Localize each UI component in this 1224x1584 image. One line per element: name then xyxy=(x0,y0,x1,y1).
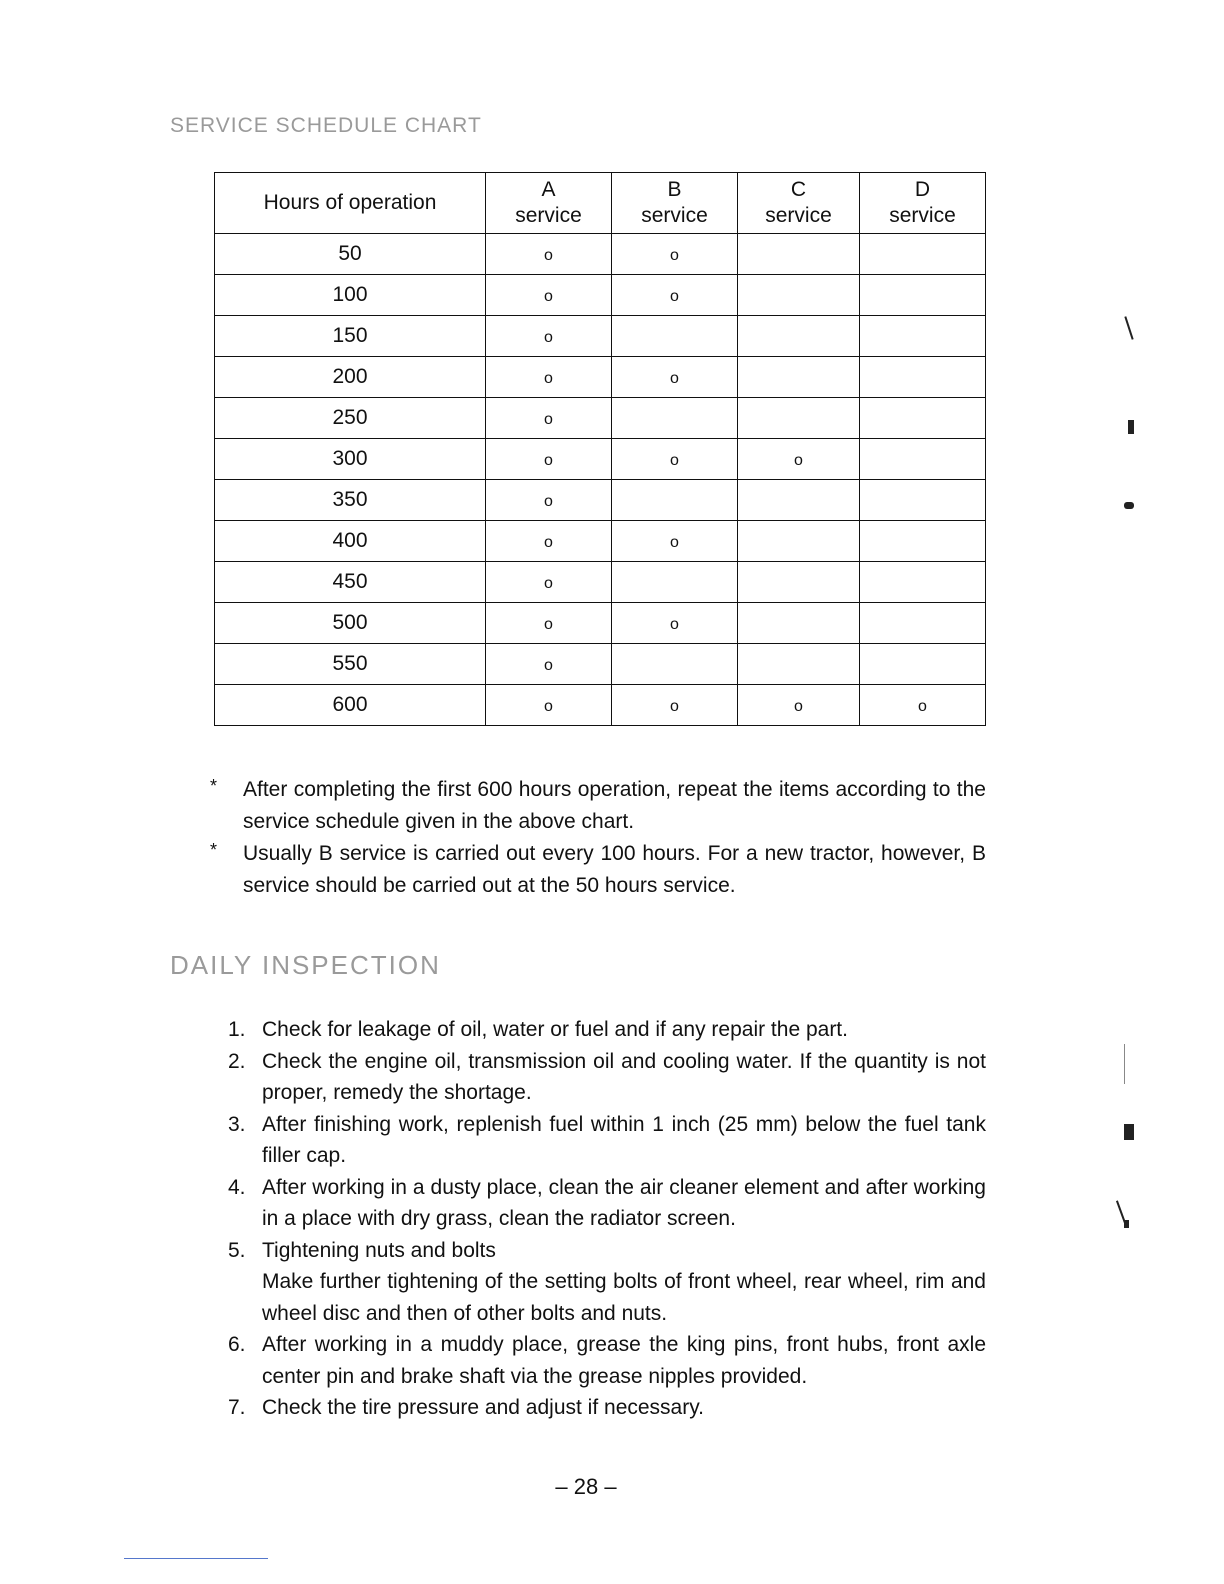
service-a-cell xyxy=(486,357,612,398)
service-mark: o xyxy=(544,370,553,387)
hours-cell: 600 xyxy=(215,685,486,726)
service-schedule-heading: SERVICE SCHEDULE CHART xyxy=(170,114,482,137)
hours-cell: 200 xyxy=(215,357,486,398)
daily-inspection-heading: DAILY INSPECTION xyxy=(170,950,441,980)
service-schedule-table xyxy=(214,172,986,726)
table-row xyxy=(215,644,986,685)
asterisk: * xyxy=(210,776,218,796)
service-a-cell xyxy=(486,685,612,726)
hours-cell: 550 xyxy=(215,644,486,685)
service-mark: o xyxy=(544,657,553,674)
service-mark: o xyxy=(794,698,803,715)
service-c-cell xyxy=(738,644,860,685)
item-number: 3. xyxy=(228,1112,246,1136)
service-a-cell xyxy=(486,439,612,480)
hours-cell: 500 xyxy=(215,603,486,644)
service-b-cell xyxy=(612,603,738,644)
item-number: 2. xyxy=(228,1049,246,1073)
service-a-cell xyxy=(486,603,612,644)
service-c-cell xyxy=(738,316,860,357)
service-d-cell xyxy=(860,603,986,644)
service-mark: o xyxy=(670,534,679,551)
list-item xyxy=(222,1014,986,1046)
table-row xyxy=(215,439,986,480)
header-c-word: service xyxy=(765,204,832,227)
service-b-cell xyxy=(612,316,738,357)
service-b-cell xyxy=(612,439,738,480)
table-row xyxy=(215,357,986,398)
scan-speck xyxy=(1124,1044,1125,1084)
service-a-cell xyxy=(486,521,612,562)
item-text: After working in a muddy place, grease the king pins, front hubs, front axle center pin and brake shaft via the grease nipples provided. xyxy=(262,1333,986,1388)
table-row xyxy=(215,398,986,439)
table-row xyxy=(215,521,986,562)
service-mark: o xyxy=(544,575,553,592)
service-mark: o xyxy=(544,247,553,264)
service-d-cell xyxy=(860,562,986,603)
item-text: Check the engine oil, transmission oil and cooling water. If the quantity is not proper, remedy the shortage. xyxy=(262,1049,986,1104)
header-a-service xyxy=(486,173,612,234)
service-b-cell xyxy=(612,521,738,562)
item-number: 6. xyxy=(228,1333,246,1356)
scan-speck xyxy=(1128,420,1134,434)
table-row xyxy=(215,685,986,726)
note-item xyxy=(210,838,986,902)
service-c-cell xyxy=(738,357,860,398)
service-c-cell xyxy=(738,562,860,603)
service-d-cell xyxy=(860,234,986,275)
header-d-letter: D xyxy=(914,178,931,201)
note-item xyxy=(210,774,986,838)
header-a-letter: A xyxy=(541,178,556,201)
service-mark: o xyxy=(544,411,553,428)
item-subtext: Make further tightening of the setting bolts of front wheel, rear wheel, rim and wheel disc and then of other bolts and nuts. xyxy=(262,1270,986,1325)
item-number: 4. xyxy=(228,1175,246,1199)
service-mark: o xyxy=(670,370,679,387)
service-a-cell xyxy=(486,234,612,275)
service-c-cell xyxy=(738,234,860,275)
table-row xyxy=(215,316,986,357)
service-mark: o xyxy=(544,288,553,305)
service-d-cell xyxy=(860,685,986,726)
item-number: 7. xyxy=(228,1396,246,1419)
table-row xyxy=(215,562,986,603)
service-d-cell xyxy=(860,521,986,562)
service-d-cell xyxy=(860,357,986,398)
header-b-letter: B xyxy=(667,178,682,201)
chart-notes xyxy=(210,774,986,902)
service-c-cell xyxy=(738,275,860,316)
list-item xyxy=(222,1392,986,1424)
service-mark: o xyxy=(544,452,553,469)
service-b-cell xyxy=(612,644,738,685)
service-b-cell xyxy=(612,357,738,398)
table-header-row xyxy=(215,173,986,234)
hours-cell: 400 xyxy=(215,521,486,562)
item-text: Tightening nuts and bolts xyxy=(262,1238,496,1262)
service-a-cell xyxy=(486,398,612,439)
service-b-cell xyxy=(612,234,738,275)
header-c-letter: C xyxy=(790,178,807,201)
service-mark: o xyxy=(670,452,679,469)
table-body xyxy=(215,234,986,726)
service-b-cell xyxy=(612,685,738,726)
service-d-cell xyxy=(860,275,986,316)
service-mark: o xyxy=(670,698,679,715)
service-a-cell xyxy=(486,480,612,521)
service-mark: o xyxy=(670,247,679,264)
service-b-cell xyxy=(612,562,738,603)
service-c-cell xyxy=(738,439,860,480)
service-b-cell xyxy=(612,398,738,439)
note-text: Usually B service is carried out every 100 hours. For a new tractor, however, B service should be carried out at the 50 hours service. xyxy=(243,842,986,897)
service-d-cell xyxy=(860,398,986,439)
list-item xyxy=(222,1235,986,1330)
table-row xyxy=(215,603,986,644)
service-mark: o xyxy=(918,698,927,715)
service-a-cell xyxy=(486,644,612,685)
header-d-word: service xyxy=(889,204,956,227)
service-mark: o xyxy=(794,452,803,469)
list-item xyxy=(222,1329,986,1392)
header-a-word: service xyxy=(515,204,582,227)
list-item xyxy=(222,1109,986,1172)
table-row xyxy=(215,480,986,521)
hours-cell: 50 xyxy=(215,234,486,275)
header-c-service xyxy=(738,173,860,234)
service-b-cell xyxy=(612,480,738,521)
hours-cell: 300 xyxy=(215,439,486,480)
table-row xyxy=(215,234,986,275)
asterisk: * xyxy=(210,840,218,860)
service-a-cell xyxy=(486,316,612,357)
item-text: After finishing work, replenish fuel within 1 inch (25 mm) below the fuel tank filler cap. xyxy=(262,1112,986,1167)
service-mark: o xyxy=(544,534,553,551)
table-row xyxy=(215,275,986,316)
service-c-cell xyxy=(738,398,860,439)
service-b-cell xyxy=(612,275,738,316)
scan-speck xyxy=(1124,316,1133,339)
service-c-cell xyxy=(738,480,860,521)
item-text: Check the tire pressure and adjust if necessary. xyxy=(262,1396,704,1419)
list-item xyxy=(222,1046,986,1109)
service-c-cell xyxy=(738,521,860,562)
hours-cell: 150 xyxy=(215,316,486,357)
service-d-cell xyxy=(860,439,986,480)
hours-cell: 250 xyxy=(215,398,486,439)
service-mark: o xyxy=(544,493,553,510)
hours-cell: 450 xyxy=(215,562,486,603)
hours-cell: 100 xyxy=(215,275,486,316)
service-mark: o xyxy=(544,698,553,715)
item-number: 5. xyxy=(228,1238,246,1262)
service-mark: o xyxy=(544,329,553,346)
service-d-cell xyxy=(860,316,986,357)
page-number: – 28 – xyxy=(555,1474,617,1499)
note-text: After completing the first 600 hours operation, repeat the items according to the service schedule given in the above chart. xyxy=(243,778,986,833)
scan-speck xyxy=(1124,1124,1134,1140)
bottom-rule xyxy=(124,1558,268,1559)
service-mark: o xyxy=(670,616,679,633)
service-mark: o xyxy=(544,616,553,633)
header-b-word: service xyxy=(641,204,708,227)
item-text: Check for leakage of oil, water or fuel and if any repair the part. xyxy=(262,1018,848,1041)
daily-inspection-list xyxy=(222,1014,986,1424)
service-c-cell xyxy=(738,603,860,644)
service-d-cell xyxy=(860,644,986,685)
scan-speck xyxy=(1124,1220,1129,1228)
scan-speck xyxy=(1124,502,1134,509)
service-a-cell xyxy=(486,275,612,316)
item-text: After working in a dusty place, clean the air cleaner element and after working in a place with dry grass, clean the radiator screen. xyxy=(262,1175,986,1230)
header-b-service xyxy=(612,173,738,234)
header-hours: Hours of operation xyxy=(215,173,486,234)
service-mark: o xyxy=(670,288,679,305)
service-d-cell xyxy=(860,480,986,521)
list-item xyxy=(222,1172,986,1235)
service-c-cell xyxy=(738,685,860,726)
hours-cell: 350 xyxy=(215,480,486,521)
item-number: 1. xyxy=(228,1018,246,1041)
service-a-cell xyxy=(486,562,612,603)
header-d-service xyxy=(860,173,986,234)
